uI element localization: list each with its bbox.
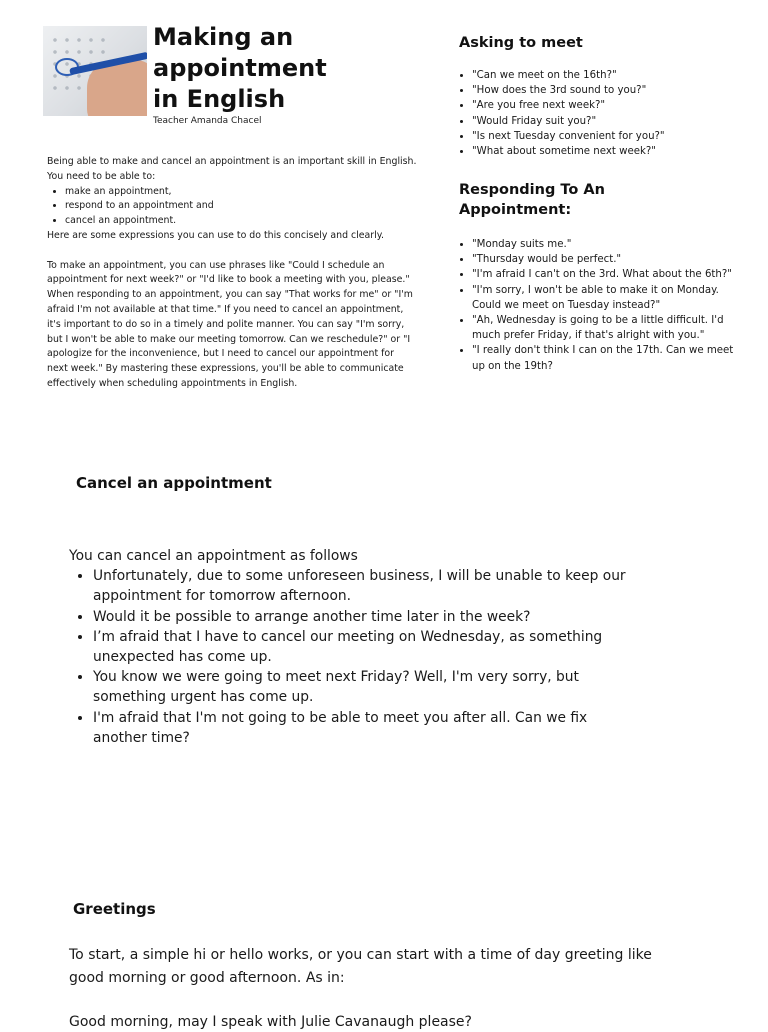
cancel-heading: Cancel an appointment — [76, 474, 272, 492]
greetings-heading: Greetings — [73, 900, 156, 918]
list-item: • I’m afraid that I have to cancel our meeting on Wednesday, as something unexpected has come up. — [93, 627, 629, 667]
list-item: • "Thursday would be perfect." — [472, 252, 737, 267]
list-item: • respond to an appointment and — [65, 199, 417, 214]
list-item: • You know we were going to meet next Friday? Well, I'm very sorry, but something urgent has come up. — [93, 667, 629, 707]
list-item: • "Is next Tuesday convenient for you?" — [472, 129, 742, 144]
responding-heading-line-2: Appointment: — [459, 202, 572, 218]
title-line-2: appointment — [153, 54, 327, 82]
list-item: • "How does the 3rd sound to you?" — [472, 83, 742, 98]
skills-list — [47, 185, 417, 229]
responding-list — [459, 237, 737, 374]
list-item: • "I really don't think I can on the 17th. Can we meet up on the 19th? — [472, 343, 737, 373]
list-item: • "Monday suits me." — [472, 237, 737, 252]
intro-section — [47, 155, 417, 392]
list-item: • "I'm sorry, I won't be able to make it on Monday. Could we meet on Tuesday instead?" — [472, 283, 737, 313]
title-line-1: Making an — [153, 23, 294, 51]
intro-lead: Being able to make and cancel an appointment is an important skill in English. You need to be able to: — [47, 156, 417, 182]
title-line-3: in English — [153, 85, 286, 113]
asking-heading: Asking to meet — [459, 35, 583, 51]
list-item: • cancel an appointment. — [65, 214, 417, 229]
list-item: • "Ah, Wednesday is going to be a little difficult. I'd much prefer Friday, if that's alright with you." — [472, 313, 737, 343]
list-item: • "Would Friday suit you?" — [472, 114, 742, 129]
asking-list — [459, 68, 742, 159]
list-item: • I'm afraid that I'm not going to be able to meet you after all. Can we fix another time? — [93, 708, 629, 748]
cancel-lead: You can cancel an appointment as follows — [69, 548, 358, 564]
greetings-text: To start, a simple hi or hello works, or you can start with a time of day greeting like good morning or good afternoon. As in: — [69, 947, 652, 986]
list-item: • "Can we meet on the 16th?" — [472, 68, 742, 83]
list-item: • Would it be possible to arrange another time later in the week? — [93, 607, 629, 627]
list-item: • "What about sometime next week?" — [472, 144, 742, 159]
header-photo — [43, 26, 147, 116]
author-subtitle: Teacher Amanda Chacel — [153, 116, 262, 126]
intro-closing: Here are some expressions you can use to do this concisely and clearly. — [47, 229, 384, 241]
list-item: • make an appointment, — [65, 185, 417, 200]
responding-heading-line-1: Responding To An — [459, 182, 605, 198]
responding-heading — [459, 180, 605, 220]
cancel-section — [69, 546, 629, 748]
list-item: • Unfortunately, due to some unforeseen business, I will be unable to keep our appointment for tomorrow afternoon. — [93, 566, 629, 606]
cancel-list — [69, 566, 629, 748]
intro-paragraph: To make an appointment, you can use phrases like "Could I schedule an appointment for next week?" or "I'd like to book a meeting with you, please." When responding to an appointment, you can say "That works for me" or "I'm afraid I'm not available at that time." If you need to cancel an appointment, it's important to do so in a timely and polite manner. You can say "I'm sorry, but I won't be able to make our meeting tomorrow. Can we reschedule?" or "I apologize for the inconvenience, but I need to cancel our appointment for next week." By mastering these expressions, you'll be able to communicate effectively when scheduling appointments in English. — [47, 259, 413, 389]
list-item: • "I'm afraid I can't on the 3rd. What about the 6th?" — [472, 267, 737, 282]
greetings-example: Good morning, may I speak with Julie Cavanaugh please? — [69, 1014, 472, 1030]
list-item: • "Are you free next week?" — [472, 98, 742, 113]
page-title — [153, 22, 403, 115]
